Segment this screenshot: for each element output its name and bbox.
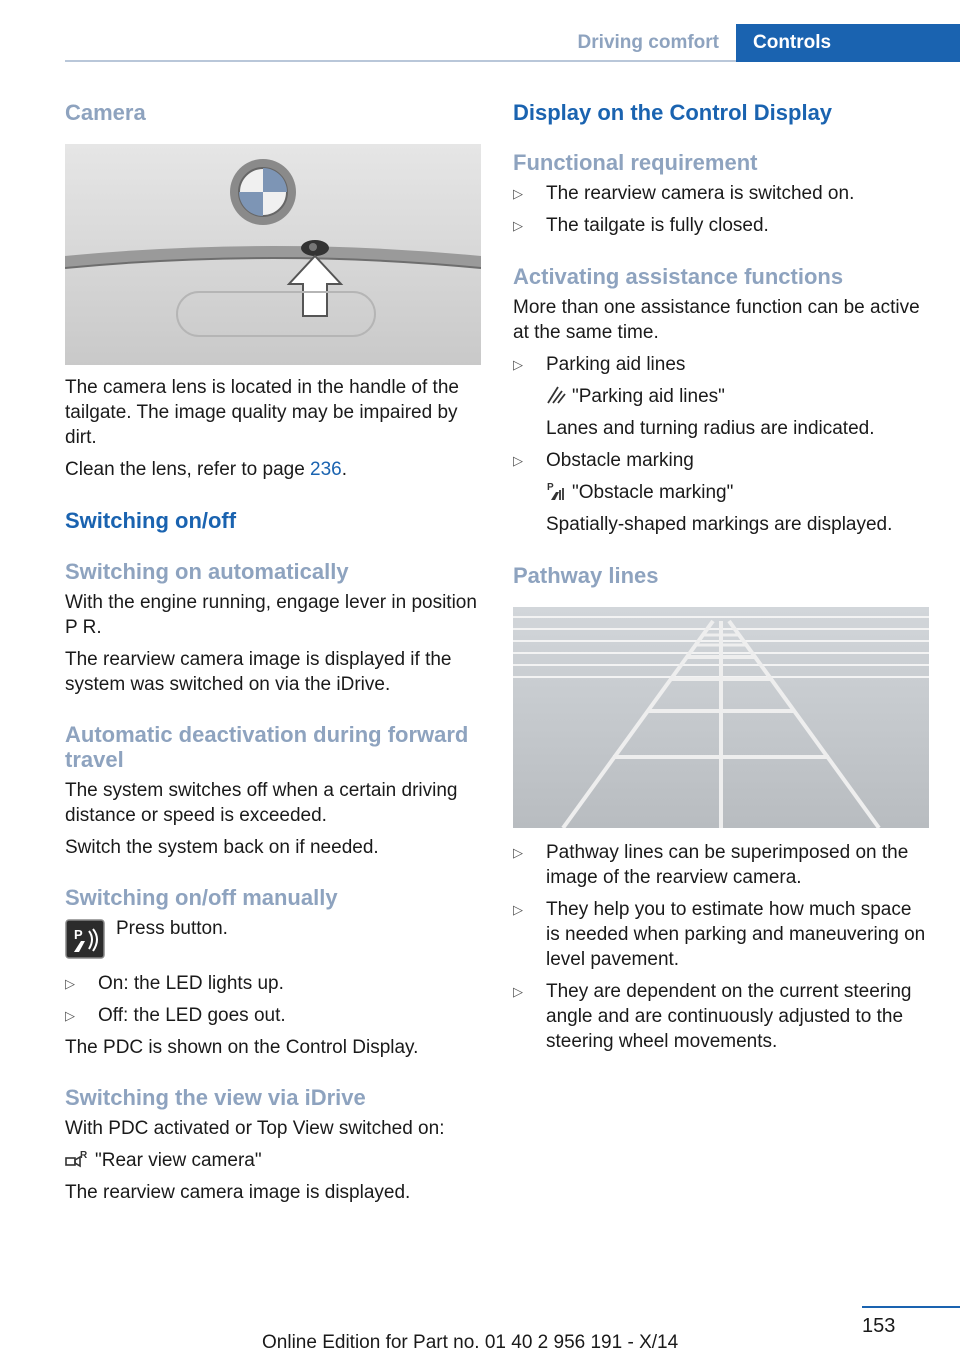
list-item-obstacle — [513, 448, 929, 537]
footer-rule — [862, 1306, 960, 1308]
assist-list — [513, 352, 929, 537]
list-item: ▷ They are dependent on the current steering angle and are continuously adjusted to the steering wheel movements. — [513, 979, 929, 1054]
left-column — [65, 100, 481, 1205]
edition-text: Online Edition for Part no. 01 40 2 956 191 - X/14 — [262, 1332, 679, 1353]
header-section-title: Driving comfort — [577, 32, 719, 53]
list-item: ▷ The rearview camera is switched on. — [513, 181, 929, 206]
parking-aid-label: ▷ Parking aid lines — [546, 354, 686, 375]
page-number: 153 — [862, 1315, 896, 1337]
obstacle-menu-item — [546, 480, 929, 505]
clean-lens-suffix: . — [341, 459, 348, 480]
auto-text-1: With the engine running, engage lever in position P R. — [65, 592, 477, 638]
deactivation-text-2: Switch the system back on if needed. — [65, 837, 379, 858]
list-item: ▷ On: the LED lights up. — [65, 971, 481, 996]
rear-view-camera-icon — [65, 1149, 89, 1169]
led-list — [65, 971, 481, 1028]
rear-view-label: "Rear view camera" — [95, 1150, 262, 1171]
pdc-button-icon — [65, 919, 105, 959]
functional-list — [513, 181, 929, 238]
display-heading: Display on the Control Display — [513, 100, 833, 125]
obstacle-menu-label: "Obstacle marking" — [572, 482, 734, 503]
svg-text:P: P — [547, 482, 554, 493]
pathway-lines-image — [513, 607, 929, 828]
rear-view-menu-item — [65, 1148, 481, 1173]
parking-aid-menu-item — [546, 384, 929, 409]
obstacle-label: ▷ Obstacle marking — [546, 450, 694, 471]
right-column — [513, 100, 929, 1054]
idrive-text-2: The rearview camera image is displayed. — [65, 1182, 411, 1203]
parking-aid-lines-icon — [546, 385, 566, 405]
deactivation-heading: Automatic deactivation during forward travel — [65, 722, 469, 772]
list-item: ▷ Off: the LED goes out. — [65, 1003, 481, 1028]
pathway-list — [513, 840, 929, 1054]
pathway-heading: Pathway lines — [513, 563, 659, 588]
idrive-text-1: With PDC activated or Top View switched on: — [65, 1118, 445, 1139]
pdc-text: The PDC is shown on the Control Display. — [65, 1037, 419, 1058]
page-link-236[interactable]: 236 — [310, 459, 342, 480]
idrive-heading: Switching the view via iDrive — [65, 1085, 366, 1110]
assist-heading: Activating assistance functions — [513, 264, 844, 289]
auto-heading: Switching on automatically — [65, 559, 349, 584]
parking-aid-menu-label: "Parking aid lines" — [572, 386, 725, 407]
assist-text: More than one assistance function can be active at the same time. — [513, 297, 920, 343]
list-item-parking-aid — [513, 352, 929, 441]
obstacle-desc: Spatially-shaped markings are displayed. — [546, 514, 893, 535]
clean-lens-text — [65, 457, 481, 482]
press-button-row — [65, 916, 481, 964]
obstacle-marking-icon — [546, 481, 566, 501]
camera-lens-text: The camera lens is located in the handle of the tailgate. The image quality may be impaired by dirt. — [65, 377, 459, 448]
header-chapter-tab: Controls — [736, 24, 960, 62]
camera-location-photo — [65, 144, 481, 365]
press-button-text: Press button. — [116, 918, 228, 939]
auto-text-2: The rearview camera image is displayed if the system was switched on via the iDrive. — [65, 649, 452, 695]
switching-heading: Switching on/off — [65, 508, 237, 533]
list-item: ▷ Pathway lines can be superimposed on the image of the rearview camera. — [513, 840, 929, 890]
clean-lens-prefix: Clean the lens, refer to page — [65, 459, 311, 480]
svg-text:P: P — [74, 927, 83, 942]
svg-text:R: R — [80, 1150, 88, 1161]
manual-heading: Switching on/off manually — [65, 885, 338, 910]
parking-aid-desc: Lanes and turning radius are indicated. — [546, 418, 875, 439]
deactivation-text-1: The system switches off when a certain driving distance or speed is exceeded. — [65, 780, 458, 826]
list-item: ▷ They help you to estimate how much space is needed when parking and maneuvering on level pavement. — [513, 897, 929, 972]
functional-heading: Functional requirement — [513, 150, 758, 175]
list-item: ▷ The tailgate is fully closed. — [513, 213, 929, 238]
camera-heading: Camera — [65, 100, 146, 125]
